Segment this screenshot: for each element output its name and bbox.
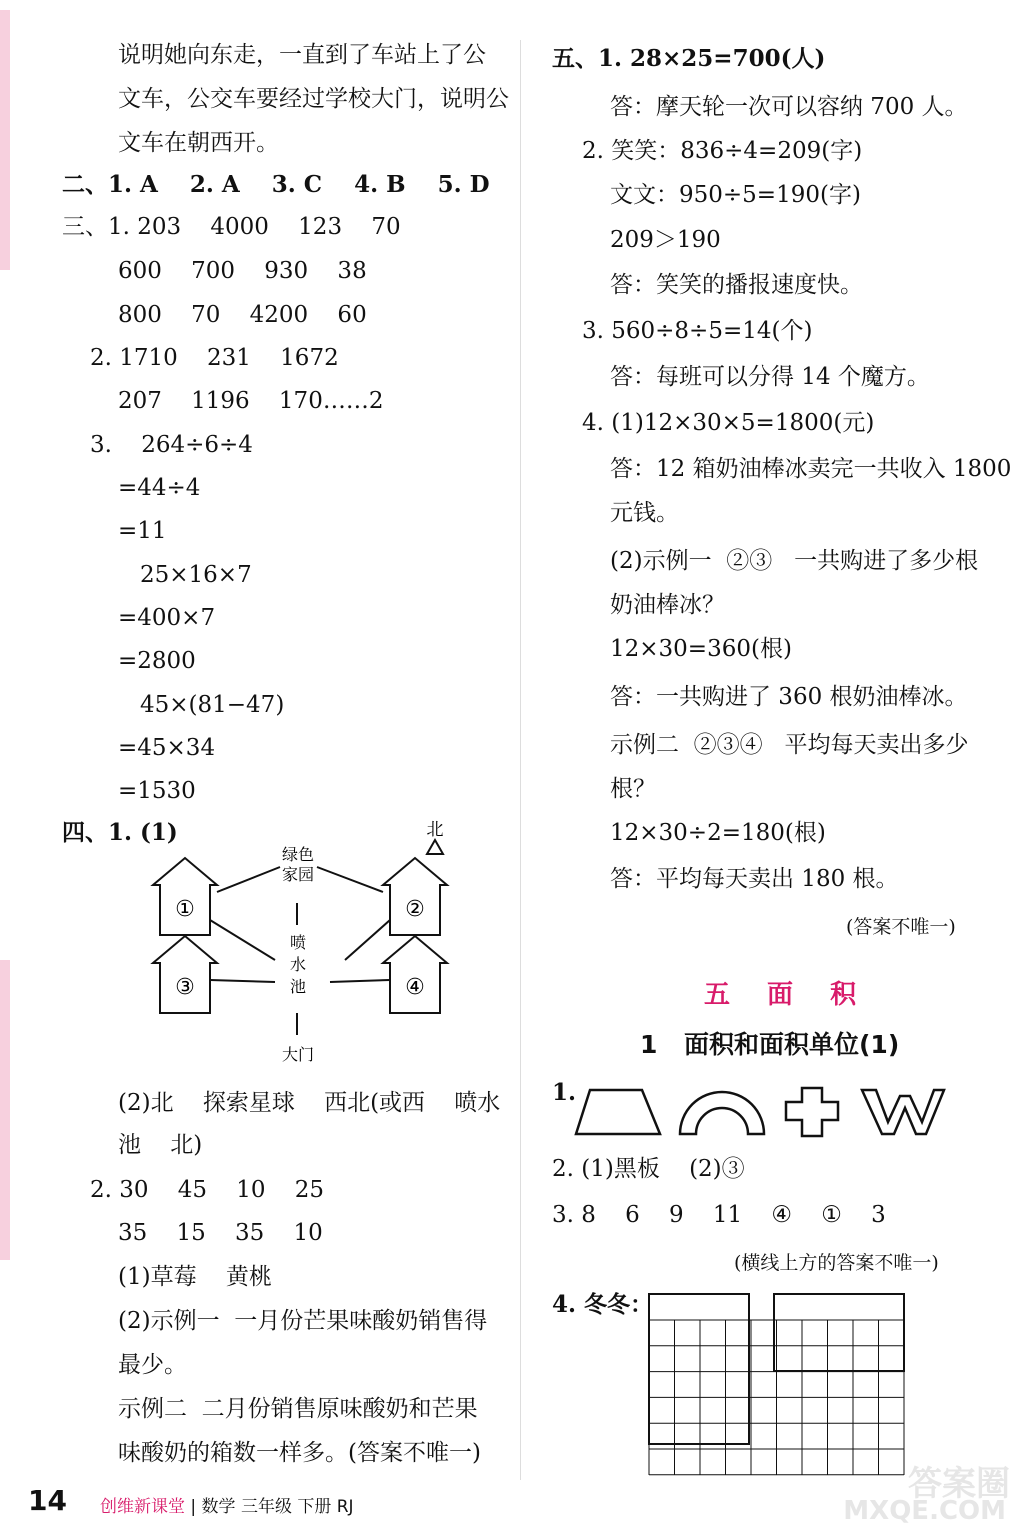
answer-line: 12×30÷2=180(根): [610, 820, 826, 846]
answer-line: 答：摩天轮一次可以容纳 700 人。: [610, 94, 968, 120]
footer-info: [100, 1492, 354, 1517]
map-diagram: [145, 820, 465, 1070]
answer-line: =400×7: [118, 605, 216, 631]
answer-line: =2800: [118, 648, 196, 674]
map-house-4-label: ④: [405, 975, 425, 1000]
answer-line: 池 北): [118, 1132, 203, 1158]
answer-line: 209＞190: [610, 227, 721, 253]
answer-line: 600 700 930 38: [118, 258, 367, 284]
answer-line: (2)示例一 一月份芒果味酸奶销售得: [118, 1308, 488, 1334]
answer-line: 三、1. 203 4000 123 70: [62, 214, 401, 240]
arch-shape: [680, 1092, 764, 1134]
answer-line: 答：一共购进了 360 根奶油棒冰。: [610, 684, 968, 710]
text-line: 文车，公交车要经过学校大门，说明公: [118, 86, 509, 112]
map-fountain-label: 喷水池: [289, 933, 307, 996]
answer-line: 示例二 二月份销售原味酸奶和芒果: [118, 1396, 478, 1422]
shapes-row: [572, 1082, 952, 1142]
answer-line: 45×(81−47): [140, 692, 285, 718]
cross-shape: [786, 1088, 838, 1136]
watermark-url: MXQE.COM: [843, 1496, 1006, 1526]
answer-section-4: 四、1. (1): [62, 819, 178, 846]
answer-line: 根？: [610, 776, 656, 802]
answer-line: (1)草莓 黄桃: [118, 1264, 272, 1290]
answer-line: 最少。: [118, 1352, 187, 1378]
answer-line: =44÷4: [118, 475, 201, 501]
answer-line: 3. 264÷6÷4: [90, 432, 253, 458]
answer-section-5: 五、1. 28×25=700(人): [552, 45, 826, 72]
answer-line: 3. 8 6 9 11 ④ ① 3: [552, 1202, 886, 1228]
map-house-3-label: ③: [175, 975, 195, 1000]
answer-line: 800 70 4200 60: [118, 302, 367, 328]
answer-line: 文文：950÷5=190(字): [610, 182, 861, 208]
answer-line: 3. 560÷8÷5=14(个): [582, 318, 813, 344]
answer-line: 2. 30 45 10 25: [90, 1177, 325, 1203]
map-north-label: 北: [426, 820, 444, 840]
trapezoid-shape: [576, 1090, 660, 1134]
answer-line: 25×16×7: [140, 562, 252, 588]
column-divider: [520, 40, 521, 1480]
answer-line: =45×34: [118, 735, 216, 761]
watermark-logo: 答案圈: [908, 1464, 1010, 1504]
grid-diagram: [644, 1290, 914, 1480]
answer-line: 奶油棒冰？: [610, 592, 725, 618]
map-gate-label: 大门: [281, 1045, 315, 1064]
answer-line: 2. (1)黑板 (2)③: [552, 1156, 745, 1182]
lesson-title: 面积和面积单位(1): [684, 1030, 900, 1059]
answer-line: 2. 笑笑：836÷4=209(字): [582, 138, 863, 164]
answer-note: (答案不唯一): [846, 916, 956, 938]
shape-b: [774, 1294, 904, 1371]
edge-bar-mid: [0, 960, 10, 1260]
map-house-1-label: ①: [175, 897, 195, 922]
answer-line: 2. 1710 231 1672: [90, 345, 339, 371]
answer-line: 12×30=360(根): [610, 636, 792, 662]
shape-a: [649, 1294, 749, 1444]
question-4-label: 4. 冬冬：: [552, 1291, 654, 1318]
footer-brand: 创维新课堂: [100, 1497, 185, 1517]
footer-subject: | 数学 三年级 下册 RJ: [190, 1497, 354, 1517]
answer-line: =11: [118, 518, 167, 544]
answer-section-2: 二、1. A 2. A 3. C 4. B 5. D: [62, 171, 490, 198]
answer-line: 元钱。: [610, 500, 679, 526]
text-line: 说明她向东走，一直到了车站上了公: [118, 42, 486, 68]
answer-line: 示例二 ②③④ 平均每天卖出多少: [610, 732, 969, 758]
map-house-2-label: ②: [405, 897, 425, 922]
answer-line: (2)示例一 ②③ 一共购进了多少根: [610, 548, 979, 574]
answer-line: 答：笑笑的播报速度快。: [610, 272, 863, 298]
lesson-number: 1: [640, 1030, 658, 1059]
chapter-title: 五 面 积: [704, 980, 871, 1010]
answer-line: 答：平均每天卖出 180 根。: [610, 866, 899, 892]
answer-line: =1530: [118, 778, 196, 804]
map-garden-label: 绿色家园: [281, 845, 315, 884]
w-shape: [862, 1090, 944, 1134]
answer-line: 答：每班可以分得 14 个魔方。: [610, 364, 930, 390]
edge-bar-top: [0, 10, 10, 270]
answer-note: (横线上方的答案不唯一): [734, 1252, 939, 1274]
answer-line: 4. (1)12×30×5=1800(元): [582, 410, 875, 436]
page-number: 14: [28, 1484, 67, 1517]
answer-line: 味酸奶的箱数一样多。(答案不唯一): [118, 1440, 481, 1466]
answer-line: 答：12 箱奶油棒冰卖完一共收入 1800: [610, 456, 1012, 482]
text-line: 文车在朝西开。: [118, 130, 279, 156]
question-1-label: 1.: [552, 1079, 577, 1106]
answer-line: 35 15 35 10: [118, 1220, 323, 1246]
answer-line: (2)北 探索星球 西北(或西 喷水: [118, 1090, 501, 1116]
answer-line: 207 1196 170……2: [118, 388, 384, 414]
